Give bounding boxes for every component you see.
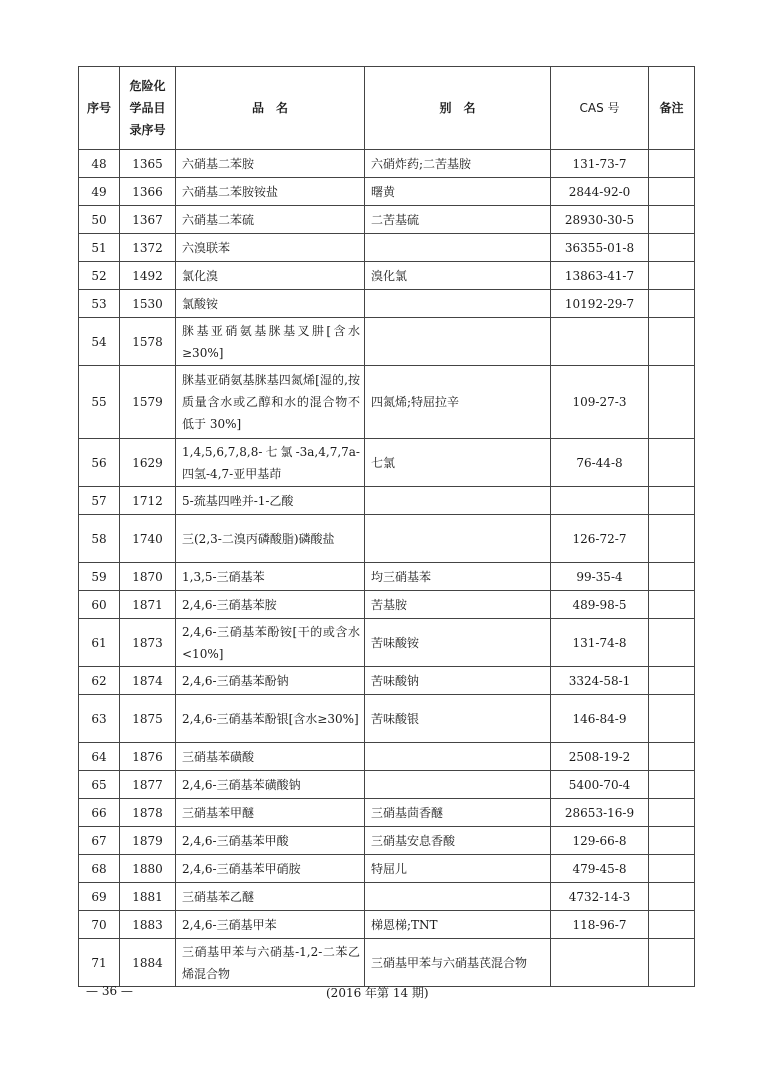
cell-name — [176, 743, 365, 771]
cell-remark — [649, 366, 695, 439]
cell-name — [176, 619, 365, 667]
cell-alias — [365, 178, 551, 206]
header-seq: 序号 — [79, 67, 120, 150]
cell-alias-text: 苦味酸银 — [371, 711, 420, 726]
cell-alias-text: 三硝基安息香酸 — [371, 833, 456, 848]
cell-name — [176, 799, 365, 827]
cell-seq: 54 — [79, 318, 120, 366]
cell-alias-text: 三硝基茴香醚 — [371, 805, 444, 820]
cell-seq: 61 — [79, 619, 120, 667]
cell-name-text: 2,4,6-三硝基苯酚钠 — [182, 673, 289, 688]
cell-name-text: 氯酸铵 — [182, 296, 219, 311]
cell-remark — [649, 939, 695, 987]
cell-name — [176, 939, 365, 987]
cell-alias — [365, 855, 551, 883]
cell-catalog-no: 1492 — [120, 262, 176, 290]
cell-cas: 76-44-8 — [551, 439, 649, 487]
cell-alias-text: 四氮烯;特屈拉辛 — [371, 395, 460, 409]
cell-remark — [649, 855, 695, 883]
cell-seq: 52 — [79, 262, 120, 290]
cell-catalog-no: 1712 — [120, 487, 176, 515]
cell-remark — [649, 439, 695, 487]
table-row — [79, 667, 695, 695]
header-catalog-no — [120, 67, 176, 150]
cell-name — [176, 911, 365, 939]
cell-name-text: 六硝基二苯胺 — [182, 156, 255, 171]
cell-seq: 62 — [79, 667, 120, 695]
cell-remark — [649, 318, 695, 366]
cell-cas: 28653-16-9 — [551, 799, 649, 827]
cell-alias — [365, 667, 551, 695]
cell-cas: 4732-14-3 — [551, 883, 649, 911]
cell-alias — [365, 771, 551, 799]
cell-name-text: 1,4,5,6,7,8,8-七氯-3a,4,7,7a-四氢-4,7-亚甲基茚 — [182, 444, 360, 481]
cell-alias — [365, 515, 551, 563]
cell-alias — [365, 743, 551, 771]
cell-name-text: 5-巯基四唑并-1-乙酸 — [182, 493, 294, 508]
cell-alias — [365, 318, 551, 366]
cell-remark — [649, 206, 695, 234]
cell-seq: 70 — [79, 911, 120, 939]
cell-alias-text: 梯恩梯;TNT — [371, 917, 438, 932]
cell-cas: 99-35-4 — [551, 563, 649, 591]
cell-name-text: 三硝基甲苯与六硝基-1,2-二苯乙烯混合物 — [182, 944, 360, 981]
cell-catalog-no: 1367 — [120, 206, 176, 234]
table-row — [79, 743, 695, 771]
cell-remark — [649, 515, 695, 563]
cell-name-text: 2,4,6-三硝基苯甲酸 — [182, 833, 289, 848]
cell-cas: 109-27-3 — [551, 366, 649, 439]
cell-name-text: 1,3,5-三硝基苯 — [182, 569, 265, 584]
table-row — [79, 366, 695, 439]
cell-alias-text: 曙黄 — [371, 184, 396, 199]
cell-name — [176, 439, 365, 487]
cell-alias — [365, 262, 551, 290]
cell-name — [176, 290, 365, 318]
cell-seq: 65 — [79, 771, 120, 799]
cell-cas: 479-45-8 — [551, 855, 649, 883]
table-row — [79, 515, 695, 563]
cell-name-text: 三硝基苯磺酸 — [182, 749, 255, 764]
cell-remark — [649, 563, 695, 591]
cell-name — [176, 366, 365, 439]
table-row — [79, 799, 695, 827]
cell-cas — [551, 939, 649, 987]
cell-seq: 55 — [79, 366, 120, 439]
table-row — [79, 939, 695, 987]
cell-cas — [551, 318, 649, 366]
cell-name — [176, 318, 365, 366]
cell-alias — [365, 695, 551, 743]
cell-seq: 66 — [79, 799, 120, 827]
cell-cas — [551, 487, 649, 515]
table-row — [79, 150, 695, 178]
cell-name — [176, 827, 365, 855]
cell-alias — [365, 206, 551, 234]
cell-seq: 48 — [79, 150, 120, 178]
header-name: 品 名 — [176, 67, 365, 150]
cell-remark — [649, 619, 695, 667]
cell-cas: 3324-58-1 — [551, 667, 649, 695]
table-row — [79, 883, 695, 911]
cell-catalog-no: 1874 — [120, 667, 176, 695]
cell-cas: 10192-29-7 — [551, 290, 649, 318]
cell-seq: 59 — [79, 563, 120, 591]
cell-alias — [365, 366, 551, 439]
table-row — [79, 695, 695, 743]
cell-name-text: 六溴联苯 — [182, 240, 231, 255]
table-row — [79, 827, 695, 855]
cell-alias-text: 均三硝基苯 — [371, 569, 432, 584]
cell-name-text: 2,4,6-三硝基苯甲硝胺 — [182, 861, 301, 876]
table-row — [79, 487, 695, 515]
cell-alias — [365, 799, 551, 827]
cell-catalog-no: 1880 — [120, 855, 176, 883]
table-row — [79, 855, 695, 883]
cell-remark — [649, 234, 695, 262]
cell-seq: 56 — [79, 439, 120, 487]
cell-alias — [365, 827, 551, 855]
cell-remark — [649, 771, 695, 799]
cell-remark — [649, 150, 695, 178]
cell-catalog-no: 1870 — [120, 563, 176, 591]
cell-catalog-no: 1366 — [120, 178, 176, 206]
cell-cas: 2508-19-2 — [551, 743, 649, 771]
cell-alias — [365, 290, 551, 318]
cell-catalog-no: 1372 — [120, 234, 176, 262]
cell-catalog-no: 1876 — [120, 743, 176, 771]
cell-remark — [649, 591, 695, 619]
cell-cas: 28930-30-5 — [551, 206, 649, 234]
cell-name — [176, 695, 365, 743]
cell-name-text: 脒基亚硝氨基脒基四氮烯[湿的,按质量含水或乙醇和水的混合物不低于 30%] — [182, 373, 360, 431]
cell-catalog-no: 1883 — [120, 911, 176, 939]
table-body — [79, 150, 695, 987]
cell-name — [176, 234, 365, 262]
cell-seq: 51 — [79, 234, 120, 262]
cell-catalog-no: 1875 — [120, 695, 176, 743]
cell-name-text: 六硝基二苯胺铵盐 — [182, 184, 279, 199]
cell-cas: 36355-01-8 — [551, 234, 649, 262]
cell-remark — [649, 178, 695, 206]
cell-seq: 63 — [79, 695, 120, 743]
table-row — [79, 911, 695, 939]
cell-catalog-no: 1579 — [120, 366, 176, 439]
cell-cas: 13863-41-7 — [551, 262, 649, 290]
cell-name — [176, 563, 365, 591]
cell-name-text: 2,4,6-三硝基苯胺 — [182, 597, 277, 612]
cell-alias — [365, 591, 551, 619]
cell-alias — [365, 563, 551, 591]
cell-alias — [365, 911, 551, 939]
cell-name-text: 2,4,6-三硝基苯磺酸钠 — [182, 777, 301, 792]
cell-name — [176, 178, 365, 206]
cell-remark — [649, 695, 695, 743]
cell-name — [176, 591, 365, 619]
cell-alias — [365, 619, 551, 667]
cell-seq: 58 — [79, 515, 120, 563]
cell-seq: 50 — [79, 206, 120, 234]
cell-catalog-no: 1873 — [120, 619, 176, 667]
cell-remark — [649, 667, 695, 695]
cell-catalog-no: 1629 — [120, 439, 176, 487]
cell-seq: 57 — [79, 487, 120, 515]
cell-cas: 2844-92-0 — [551, 178, 649, 206]
cell-cas: 126-72-7 — [551, 515, 649, 563]
table-row — [79, 563, 695, 591]
cell-name-text: 六硝基二苯硫 — [182, 212, 255, 227]
cell-remark — [649, 911, 695, 939]
cell-alias-text: 三硝基甲苯与六硝基芪混合物 — [371, 955, 528, 970]
cell-name — [176, 206, 365, 234]
cell-alias-text: 特屈儿 — [371, 861, 408, 876]
cell-seq: 64 — [79, 743, 120, 771]
header-remark: 备注 — [649, 67, 695, 150]
cell-name-text: 脒基亚硝氨基脒基叉肼[含水≥30%] — [182, 323, 360, 360]
cell-cas: 146-84-9 — [551, 695, 649, 743]
cell-name-text: 三(2,3-二溴丙磷酸脂)磷酸盐 — [182, 531, 335, 546]
cell-alias-text: 苦味酸钠 — [371, 673, 420, 688]
cell-catalog-no: 1878 — [120, 799, 176, 827]
table-header-row — [79, 67, 695, 150]
table-row — [79, 290, 695, 318]
cell-cas: 118-96-7 — [551, 911, 649, 939]
cell-remark — [649, 743, 695, 771]
cell-catalog-no: 1871 — [120, 591, 176, 619]
cell-alias-text: 七氯 — [371, 455, 396, 470]
cell-name-text: 氯化溴 — [182, 268, 219, 283]
cell-name — [176, 855, 365, 883]
cell-name-text: 2,4,6-三硝基苯酚铵[干的或含水<10%] — [182, 624, 360, 661]
header-catalog-line3: 录序号 — [129, 123, 166, 137]
cell-seq: 49 — [79, 178, 120, 206]
cell-name-text: 三硝基苯甲醚 — [182, 805, 255, 820]
cell-remark — [649, 827, 695, 855]
cell-alias — [365, 439, 551, 487]
cell-alias — [365, 883, 551, 911]
cell-catalog-no: 1879 — [120, 827, 176, 855]
table-row — [79, 206, 695, 234]
cell-alias-text: 六硝炸药;二苦基胺 — [371, 156, 472, 171]
page-number: — 36 — — [86, 984, 133, 998]
table-row — [79, 178, 695, 206]
cell-alias — [365, 487, 551, 515]
cell-name — [176, 667, 365, 695]
table-row — [79, 234, 695, 262]
cell-seq: 53 — [79, 290, 120, 318]
cell-alias-text: 苦基胺 — [371, 597, 408, 612]
cell-seq: 67 — [79, 827, 120, 855]
cell-name — [176, 883, 365, 911]
table-row — [79, 591, 695, 619]
hazardous-chemicals-table — [78, 66, 695, 987]
cell-cas: 489-98-5 — [551, 591, 649, 619]
cell-name — [176, 150, 365, 178]
cell-remark — [649, 883, 695, 911]
table-row — [79, 619, 695, 667]
cell-name-text: 2,4,6-三硝基甲苯 — [182, 917, 277, 932]
cell-seq: 68 — [79, 855, 120, 883]
cell-cas: 129-66-8 — [551, 827, 649, 855]
header-catalog-line1: 危险化 — [129, 79, 166, 93]
header-cas: CAS 号 — [551, 67, 649, 150]
cell-remark — [649, 262, 695, 290]
cell-alias — [365, 939, 551, 987]
cell-alias — [365, 234, 551, 262]
cell-cas: 131-74-8 — [551, 619, 649, 667]
table-row — [79, 771, 695, 799]
document-page — [78, 66, 694, 987]
cell-name — [176, 487, 365, 515]
cell-name-text: 三硝基苯乙醚 — [182, 889, 255, 904]
cell-catalog-no: 1365 — [120, 150, 176, 178]
cell-alias-text: 二苦基硫 — [371, 212, 420, 227]
header-alias: 别 名 — [365, 67, 551, 150]
cell-cas: 131-73-7 — [551, 150, 649, 178]
cell-alias-text: 溴化氯 — [371, 268, 408, 283]
cell-alias-text: 苦味酸铵 — [371, 635, 420, 650]
cell-remark — [649, 487, 695, 515]
cell-catalog-no: 1530 — [120, 290, 176, 318]
cell-name — [176, 515, 365, 563]
cell-cas: 5400-70-4 — [551, 771, 649, 799]
issue-label: (2016 年第 14 期) — [326, 986, 429, 1000]
cell-catalog-no: 1881 — [120, 883, 176, 911]
cell-name — [176, 262, 365, 290]
cell-name — [176, 771, 365, 799]
cell-catalog-no: 1877 — [120, 771, 176, 799]
cell-alias — [365, 150, 551, 178]
cell-remark — [649, 799, 695, 827]
cell-seq: 69 — [79, 883, 120, 911]
cell-catalog-no: 1740 — [120, 515, 176, 563]
table-row — [79, 318, 695, 366]
cell-remark — [649, 290, 695, 318]
cell-seq: 60 — [79, 591, 120, 619]
table-row — [79, 262, 695, 290]
cell-catalog-no: 1578 — [120, 318, 176, 366]
header-catalog-line2: 学品目 — [129, 101, 166, 115]
cell-seq: 71 — [79, 939, 120, 987]
cell-catalog-no: 1884 — [120, 939, 176, 987]
cell-name-text: 2,4,6-三硝基苯酚银[含水≥30%] — [182, 711, 359, 726]
table-row — [79, 439, 695, 487]
